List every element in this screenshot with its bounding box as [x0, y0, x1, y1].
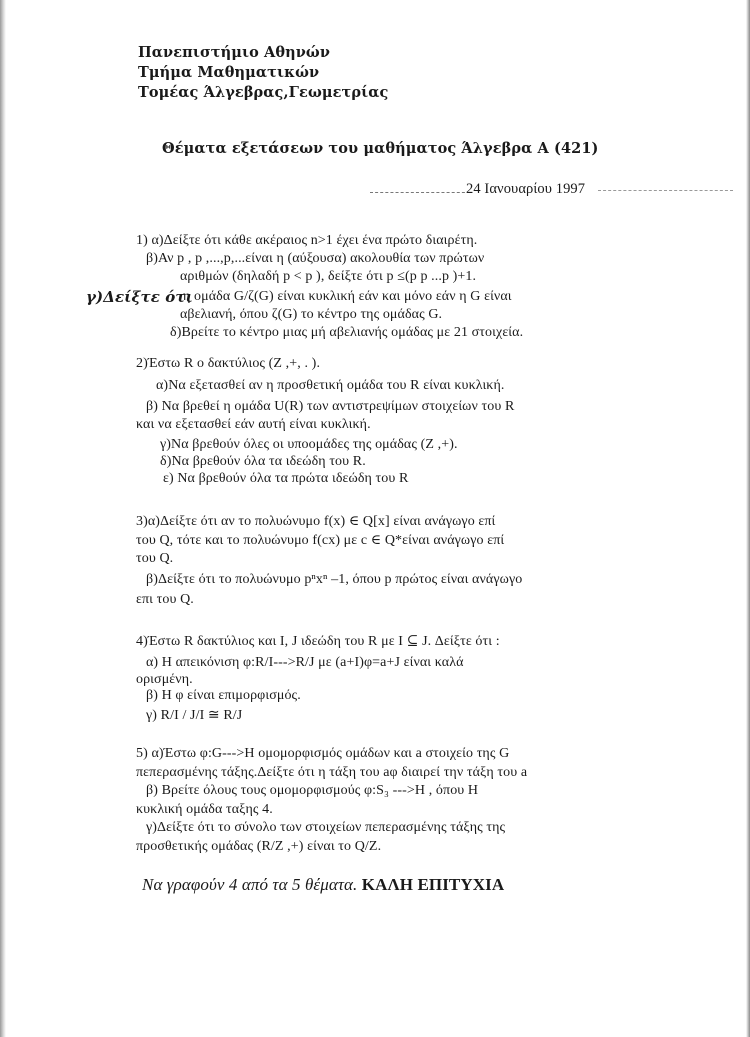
department-name: Τμήμα Μαθηματικών — [138, 64, 320, 81]
q1-c-handwritten: γ)Δείξτε ότι — [86, 288, 193, 306]
q4-intro: 4)Έστω R δακτύλιος και I, J ιδεώδη του R με I ⊆ J. Δείξτε ότι : — [136, 634, 500, 649]
sector-name: Τομέας Άλγεβρας,Γεωμετρίας — [138, 84, 389, 101]
q5-b-line1: β) Βρείτε όλους τους ομομορφισμούς φ:S₃ --->H , όπου H — [146, 783, 479, 798]
scan-edge-right — [746, 0, 750, 1037]
q1-b-line1: β)Αν p , p ,...,p,...είναι η (αύξουσα) ακολουθία των πρώτων — [146, 251, 485, 266]
q3-a-line3: του Q. — [136, 551, 174, 566]
q1-a: 1) α)Δείξτε ότι κάθε ακέραιος n>1 έχει ένα πρώτο διαιρέτη. — [136, 233, 478, 248]
q3-b-line1: β)Δείξτε ότι το πολυώνυμο pⁿxⁿ –1, όπου p πρώτος είναι ανάγωγο — [146, 572, 523, 587]
q4-b: β) Η φ είναι επιμορφισμός. — [146, 688, 301, 703]
q3-a-line1: 3)α)Δείξτε ότι αν το πολυώνυμο f(x) ∈ Q[x] είναι ανάγωγο επί — [136, 514, 496, 529]
q2-d: δ)Να βρεθούν όλα τα ιδεώδη του R. — [160, 454, 366, 469]
q3-a-line2: του Q, τότε και το πολυώνυμο f(cx) με c ∈ Q*είναι ανάγωγο επί — [136, 533, 505, 548]
q5-c-line2: προσθετικής ομάδας (R/Z ,+) είναι το Q/Z. — [136, 839, 382, 854]
q2-b-line1: β) Να βρεθεί η ομάδα U(R) των αντιστρεψίμων στοιχείων του R — [146, 399, 515, 414]
q1-c-line1: η ομάδα G/ζ(G) είναι κυκλική εάν και μόνο εάν η G είναι — [183, 289, 512, 304]
q5-b-line2: κυκλική ομάδα ταξης 4. — [136, 802, 273, 817]
footer-good-luck: ΚΑΛΗ ΕΠΙΤΥΧΙΑ — [361, 875, 505, 894]
q2-a: α)Να εξετασθεί αν η προσθετική ομάδα του R είναι κυκλική. — [156, 378, 505, 393]
q4-c: γ) R/I / J/I ≅ R/J — [146, 708, 243, 723]
q2-c: γ)Να βρεθούν όλες οι υποομάδες της ομάδας (Z ,+). — [160, 437, 458, 452]
q1-c-line2: αβελιανή, όπου ζ(G) το κέντρο της ομάδας G. — [180, 307, 443, 322]
q2-e: ε) Να βρεθούν όλα τα πρώτα ιδεώδη του R — [163, 471, 409, 486]
q4-a-line1: α) Η απεικόνιση φ:R/I--->R/J με (a+I)φ=a+J είναι καλά — [146, 655, 464, 670]
university-name: Πανεπιστήμιο Αθηνών — [138, 44, 330, 61]
footer-instruction: Να γραφούν 4 από τα 5 θέματα. — [142, 875, 358, 894]
date-dashed-line — [370, 192, 470, 193]
q2-intro: 2)Έστω R ο δακτύλιος (Z ,+, . ). — [136, 356, 321, 371]
q5-a-line1: 5) α)Έστω φ:G--->H ομομορφισμός ομάδων και a στοιχείο της G — [136, 746, 510, 761]
q2-b-line2: και να εξετασθεί εάν αυτή είναι κυκλική. — [136, 417, 371, 432]
q1-b-line2: αριθμών (δηλαδή p < p ), δείξτε ότι p ≤(p p ...p )+1. — [180, 269, 477, 284]
exam-title: Θέματα εξετάσεων του μαθήματος Άλγεβρα Α (421) — [162, 140, 599, 157]
scan-edge-left — [0, 0, 6, 1037]
q5-a-line2: πεπερασμένης τάξης.Δείξτε ότι η τάξη του aφ διαιρεί την τάξη του a — [136, 765, 528, 780]
q3-b-line2: επι του Q. — [136, 592, 194, 607]
exam-footer — [142, 876, 504, 894]
date-dashed-line-right — [598, 190, 733, 191]
q4-a-line2: ορισμένη. — [136, 672, 193, 687]
q1-d: δ)Βρείτε το κέντρο μιας μή αβελιανής ομάδας με 21 στοιχεία. — [170, 325, 524, 340]
exam-date: 24 Ιανουαρίου 1997 — [466, 181, 586, 197]
q5-c-line1: γ)Δείξτε ότι το σύνολο των στοιχείων πεπερασμένης τάξης της — [146, 820, 506, 835]
